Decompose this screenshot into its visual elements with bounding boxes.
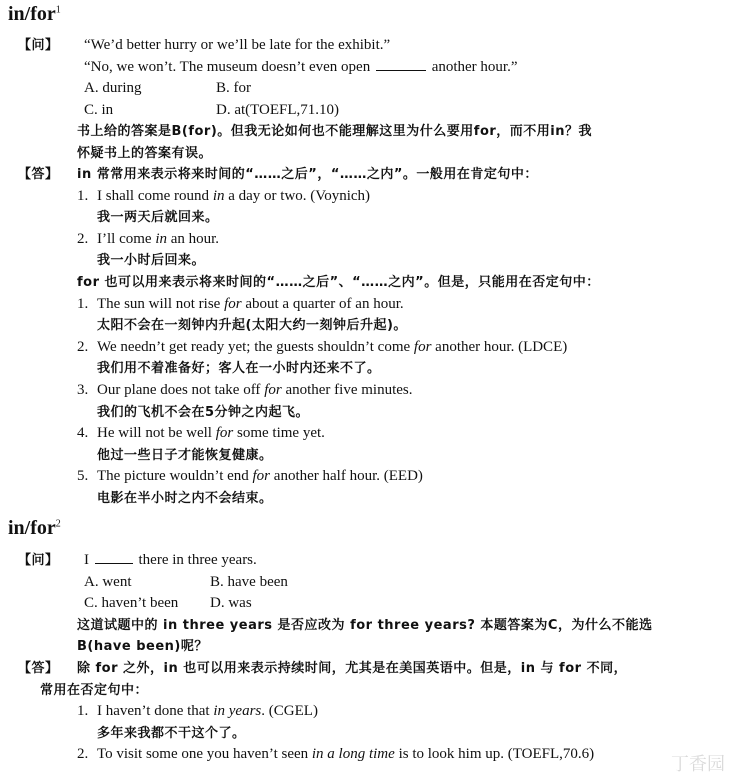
example-keyword: for	[215, 425, 234, 442]
example-row	[0, 294, 735, 316]
option-c: C. haven’t been	[84, 595, 179, 612]
example-row	[0, 423, 735, 445]
example-english: We needn’t get ready yet; the guests shouldn’t come for another hour. (LDCE)	[97, 338, 568, 355]
example-chinese: 多年来我都不干这个了。	[97, 725, 246, 741]
example-number: 1.	[77, 187, 89, 204]
example-chinese: 我一小时后回来。	[97, 253, 206, 269]
example-number: 3.	[77, 381, 89, 398]
answer-intro-2: 常用在否定句中：	[40, 682, 149, 698]
question-line-2: “No, we won’t. The museum doesn’t even open another hour.”	[84, 58, 518, 75]
section2-heading	[8, 516, 61, 540]
example-row	[0, 701, 735, 723]
example-number: 5.	[77, 468, 89, 485]
example-keyword: for	[264, 381, 282, 398]
example-chinese: 我们的飞机不会在5分钟之内起飞。	[97, 404, 310, 420]
example-keyword: in	[212, 187, 225, 204]
answer-intro: in 常常用来表示将来时间的“……之后”，“……之内”。一般用在肯定句中：	[77, 167, 538, 182]
example-row	[0, 380, 735, 402]
example-chinese: 电影在半小时之内不会结束。	[97, 490, 273, 506]
example-chinese: 我们用不着准备好；客人在一小时内还来不了。	[97, 361, 381, 377]
example-number: 1.	[77, 295, 89, 312]
example-english: I shall come round in a day or two. (Voynich)	[97, 187, 371, 204]
doubt-line-2: B(have been)呢？	[77, 639, 208, 655]
example-number: 2.	[77, 338, 89, 355]
example-chinese: 我一两天后就回来。	[97, 210, 219, 226]
example-keyword: in a long time	[311, 746, 395, 763]
example-keyword: for	[224, 295, 242, 312]
section2-title: in/for	[8, 517, 56, 539]
question-line-1: I there in three years.	[84, 552, 257, 568]
section1-answer	[0, 164, 735, 510]
example-english: The picture wouldn’t end for another half hour. (EED)	[97, 468, 423, 485]
example-english: He will not be well for some time yet.	[97, 425, 325, 442]
example-keyword: for	[252, 468, 271, 485]
doubt-line-2: 怀疑书上的答案有误。	[77, 145, 213, 161]
example-english: To visit some one you haven’t seen in a long time is to look him up. (TOEFL,70.6)	[97, 746, 595, 763]
answer-blank	[376, 58, 426, 71]
example-keyword: in	[155, 230, 167, 247]
option-d: D. at(TOEFL,71.10)	[216, 101, 340, 118]
example-row	[0, 337, 735, 359]
option-b: B. have been	[210, 573, 288, 590]
option-a: A. went	[84, 573, 132, 590]
option-c: C. in	[84, 101, 114, 118]
example-chinese: 太阳不会在一刻钟内升起(太阳大约一刻钟后升起)。	[97, 318, 407, 334]
answer-intro-1: 除 for 之外，in 也可以用来表示持续时间，尤其是在美国英语中。但是，in 与 for 不同，	[77, 661, 628, 676]
answer-blank	[95, 551, 133, 564]
example-row	[0, 229, 735, 251]
section1-heading	[8, 2, 61, 26]
question-tag: 【问】	[18, 553, 59, 568]
example-number: 2.	[77, 230, 89, 247]
answer-tag: 【答】	[18, 661, 59, 676]
for-intro: for 也可以用来表示将来时间的“……之后”、“……之内”。但是，只能用在否定句中：	[77, 274, 600, 290]
section2-answer	[0, 658, 735, 766]
example-english: I haven’t done that in years. (CGEL)	[97, 703, 318, 720]
doubt-line-1: 这道试题中的 in three years 是否应改为 for three years? 本题答案为C，为什么不能选	[77, 617, 653, 633]
section1-sup: 1	[55, 4, 61, 16]
doubt-line-1: 书上给的答案是B(for)。但我无论如何也不能理解这里为什么要用for，而不用in？我	[77, 124, 592, 140]
question-tag: 【问】	[18, 38, 59, 53]
section2-question	[0, 550, 735, 658]
example-row	[0, 466, 735, 488]
example-number: 2.	[77, 746, 89, 763]
section1-title: in/for	[8, 3, 56, 25]
option-a: A. during	[84, 80, 142, 97]
example-keyword: in years	[213, 703, 262, 720]
example-english: Our plane does not take off for another five minutes.	[97, 381, 413, 398]
example-number: 4.	[77, 425, 89, 442]
example-row	[0, 186, 735, 208]
example-row	[0, 744, 735, 766]
example-chinese: 他过一些日子才能恢复健康。	[97, 447, 273, 463]
option-d: D. was	[210, 595, 252, 612]
example-english: I’ll come in an hour.	[97, 230, 220, 247]
example-english: The sun will not rise for about a quarter of an hour.	[97, 295, 404, 312]
example-keyword: for	[413, 338, 432, 355]
section2-sup: 2	[55, 518, 61, 530]
answer-tag: 【答】	[18, 167, 59, 182]
section1-question	[0, 35, 735, 165]
question-line-1: “We’d better hurry or we’ll be late for the exhibit.”	[84, 37, 391, 53]
example-number: 1.	[77, 703, 89, 720]
option-b: B. for	[216, 80, 251, 97]
watermark: 丁香园	[671, 754, 725, 776]
